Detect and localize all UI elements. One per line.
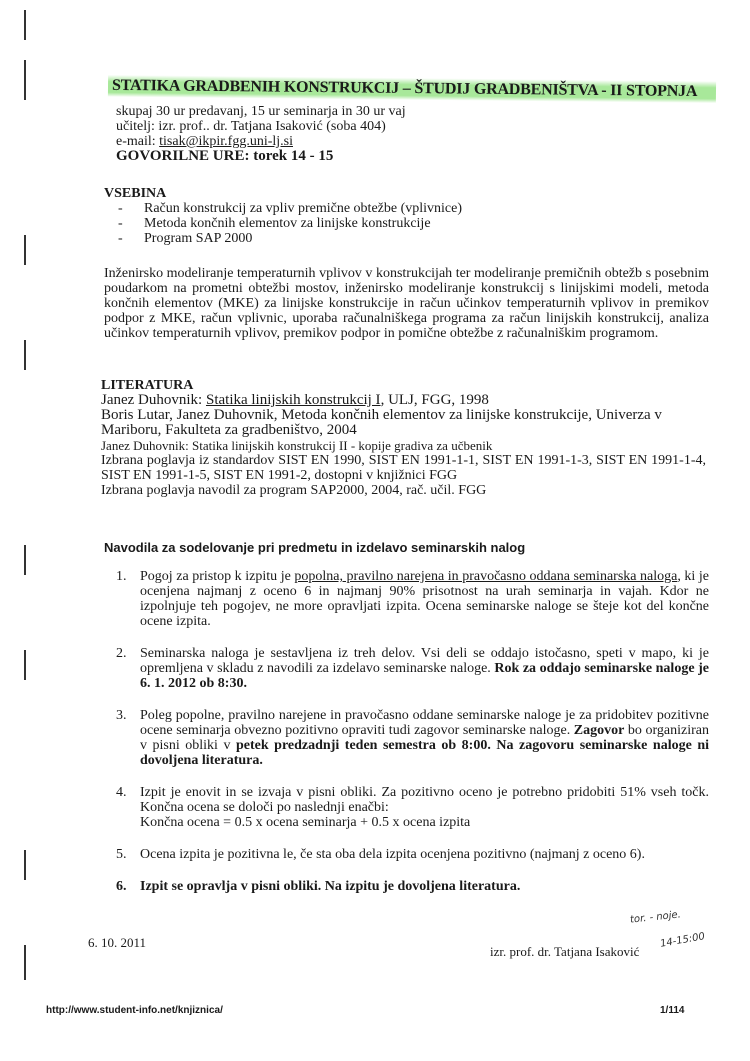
item-number: 5.	[116, 847, 127, 862]
instructions-heading: Navodila za sodelovanje pri predmetu in izdelavo seminarskih nalog	[104, 540, 526, 555]
course-info	[116, 104, 721, 164]
instruction-item	[104, 646, 709, 691]
instruction-item	[104, 879, 709, 894]
scan-edge-mark	[24, 235, 26, 265]
text: Pogoj za pristop k izpitu je	[140, 569, 295, 584]
deadline: Rok za oddajo seminarske naloge je 6. 1. 2012 ob 8:30.	[140, 661, 709, 691]
item-number: 6.	[116, 879, 127, 894]
instruction-item	[104, 847, 709, 862]
literature-item: Boris Lutar, Janez Duhovnik, Metoda končnih elementov za linijske konstrukcije, Univerza v Mariboru, Fakulteta za gradbeništvo, 2004	[101, 407, 662, 438]
literature-item: Izbrana poglavja iz standardov SIST EN 1990, SIST EN 1991-1-1, SIST EN 1991-1-3, SIST EN 1991-1-4, SIST EN 1991-1-5, SIST EN 1991-2, dostopni v knjižnici FGG	[101, 453, 706, 483]
text: Izpit se opravlja v pisni obliki. Na izpitu je dovoljena literatura.	[140, 879, 521, 894]
book-title: Statika linijskih konstrukcij I	[205, 392, 381, 408]
text: Poleg popolne, pravilno narejene in pravočasno oddane seminarske naloge je za pridobitev pozitivne ocene seminarja obvezno pozitivno opraviti tudi zagovor seminarske naloge.	[140, 708, 709, 738]
content-paragraph: Inženirsko modeliranje temperaturnih vplivov v konstrukcijah ter modeliranje premičnih obtežb s posebnim poudarkom na prometni obtežbi mostov, inženirsko modeliranje konstrukcij s linijskimi modeli, metoda končnih elementov (MKE) za linijske konstrukcije in račun učinkov temperaturnih vplivov in premikov podpor z MKE, račun vplivnic, uporaba računalniškega programa za račun linijskih konstrukcij, analiza učinkov temperaturnih vplivov, premikov podpor in pomične obtežbe z računalniškim programom.	[104, 266, 709, 341]
text: Izpit je enovit in se izvaja v pisni obliki. Za pozitivno oceno je potrebno pridobiti 51% vseh točk. Končna ocena se določi po naslednji enačbi:	[140, 785, 709, 815]
email-line	[116, 134, 721, 149]
underlined-text: popolna, pravilno narejena in pravočasno oddana seminarska naloga	[294, 569, 678, 584]
literature-heading: LITERATURA	[101, 378, 194, 393]
bold-text: petek predzadnji teden semestra ob 8:00. Na zagovoru seminarske naloge ni dovoljena literatura.	[140, 738, 709, 768]
scan-edge-mark	[24, 650, 26, 680]
document-title: STATIKA GRADBENIH KONSTRUKCIJ – ŠTUDIJ GRADBENIŠTVA - II STOPNJA	[108, 75, 716, 103]
scan-edge-mark	[24, 10, 26, 40]
text: Ocena izpita je pozitivna le, če sta oba dela izpita ocenjena pozitivno (najmanj z oceno 6).	[140, 847, 645, 862]
literature-item	[101, 393, 706, 408]
item-number: 3.	[116, 708, 127, 723]
handwritten-note: 14-15:00	[659, 931, 706, 950]
instruction-item	[104, 569, 709, 629]
hours: skupaj 30 ur predavanj, 15 ur seminarja in 30 ur vaj	[116, 104, 406, 119]
text: Seminarska naloga je sestavljena iz treh delov. Vsi deli se oddajo istočasno, speti v mapo, ki je opremljena v skladu z navodili za izdelavo seminarske naloge.	[140, 646, 709, 676]
scan-edge-mark	[24, 850, 26, 880]
page-number: 1/114	[660, 1005, 685, 1016]
formula: Končna ocena = 0.5 x ocena seminarja + 0.5 x ocena izpita	[140, 815, 471, 830]
content-section	[104, 186, 709, 341]
content-item: - Metoda končnih elementov za linijske konstrukcije	[144, 216, 709, 231]
document-date: 6. 10. 2011	[88, 935, 147, 950]
literature-item: Izbrana poglavja navodil za program SAP2000, 2004, rač. učil. FGG	[101, 483, 487, 498]
handwritten-note: tor. - noje.	[629, 909, 682, 926]
teacher: učitelj: izr. prof.. dr. Tatjana Isaković (soba 404)	[116, 119, 386, 134]
literature-section	[101, 378, 706, 498]
instructions-section	[104, 540, 709, 911]
scan-edge-mark	[24, 60, 26, 100]
literature-item: Janez Duhovnik: Statika linijskih konstrukcij II - kopije gradiva za učbenik	[101, 438, 493, 453]
content-item: - Program SAP 2000	[144, 231, 709, 246]
item-number: 1.	[116, 569, 127, 584]
bold-text: Zagovor	[573, 723, 625, 738]
content-heading: VSEBINA	[104, 186, 167, 201]
publisher: , ULJ, FGG, 1998	[380, 392, 489, 408]
office-hours: GOVORILNE URE: torek 14 - 15	[116, 148, 334, 164]
item-number: 2.	[116, 646, 127, 661]
author: Janez Duhovnik:	[101, 392, 206, 408]
scan-edge-mark	[24, 545, 26, 575]
scan-edge-mark	[24, 340, 26, 370]
instruction-item	[104, 785, 709, 830]
scan-edge-mark	[24, 945, 26, 980]
text: , ki je ocenjena najmanj z oceno 6 in najmanj 90% prisotnost na urah seminarja in vajah. Kdor ne izpolnjuje teh pogojev, ne more opravljati izpita. Ocena seminarske naloge se šteje kot del končne ocene izpita.	[140, 569, 709, 629]
instruction-item	[104, 708, 709, 768]
content-item: - Račun konstrukcij za vpliv premične obtežbe (vplivnice)	[144, 201, 709, 216]
signature: izr. prof. dr. Tatjana Isaković	[490, 944, 640, 959]
item-number: 4.	[116, 785, 127, 800]
text: bo organiziran v pisni obliki v	[140, 723, 709, 753]
email-label: e-mail:	[116, 134, 160, 149]
email-link[interactable]: tisak@ikpir.fgg.uni-lj.si	[159, 134, 293, 149]
footer-url[interactable]: http://www.student-info.net/knjiznica/	[46, 1005, 223, 1016]
